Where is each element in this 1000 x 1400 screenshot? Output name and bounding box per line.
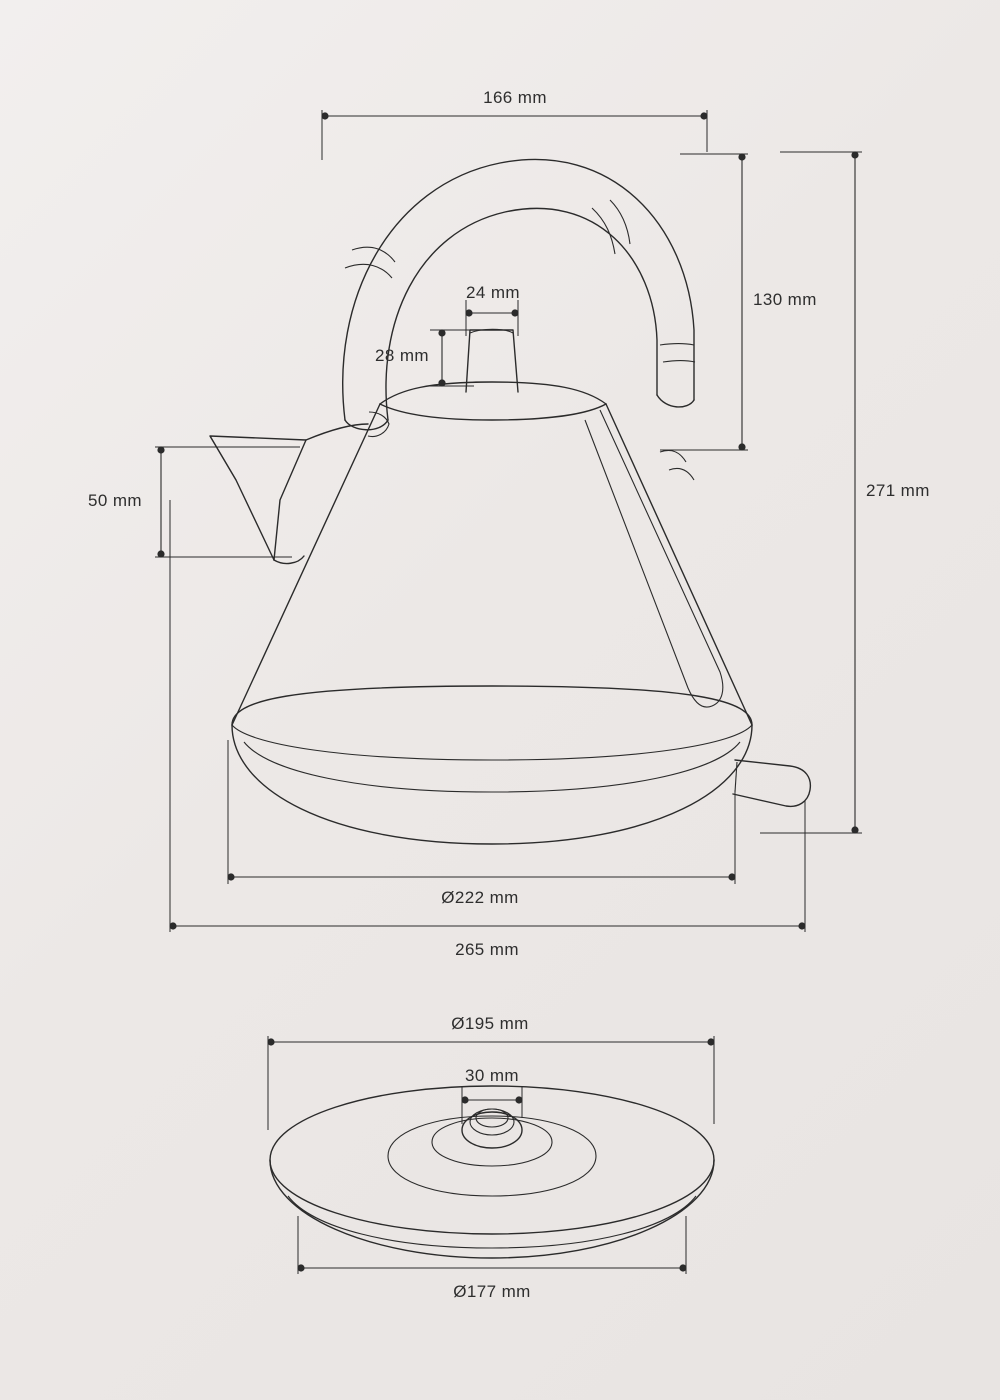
dimension-label-handle-height: 130 mm (753, 290, 817, 309)
dimension-label-spout-height: 50 mm (88, 491, 142, 510)
dimension-label-base-top-diameter: Ø195 mm (451, 1014, 529, 1033)
front-dimension-lines (155, 110, 862, 932)
kettle-top-view-outline (270, 1086, 714, 1258)
dimension-label-lid-knob-diameter: 30 mm (465, 1066, 519, 1085)
dimension-label-spout-cap-height: 28 mm (375, 346, 429, 365)
dimension-label-base-bottom-diameter: Ø177 mm (453, 1282, 531, 1301)
dimension-label-overall-width: 265 mm (455, 940, 519, 959)
dimension-label-handle-width: 166 mm (483, 88, 547, 107)
dimension-label-body-diameter: Ø222 mm (441, 888, 519, 907)
kettle-front-outline (210, 159, 810, 844)
dimension-label-spout-cap-width: 24 mm (466, 283, 520, 302)
dimension-label-total-height: 271 mm (866, 481, 930, 500)
